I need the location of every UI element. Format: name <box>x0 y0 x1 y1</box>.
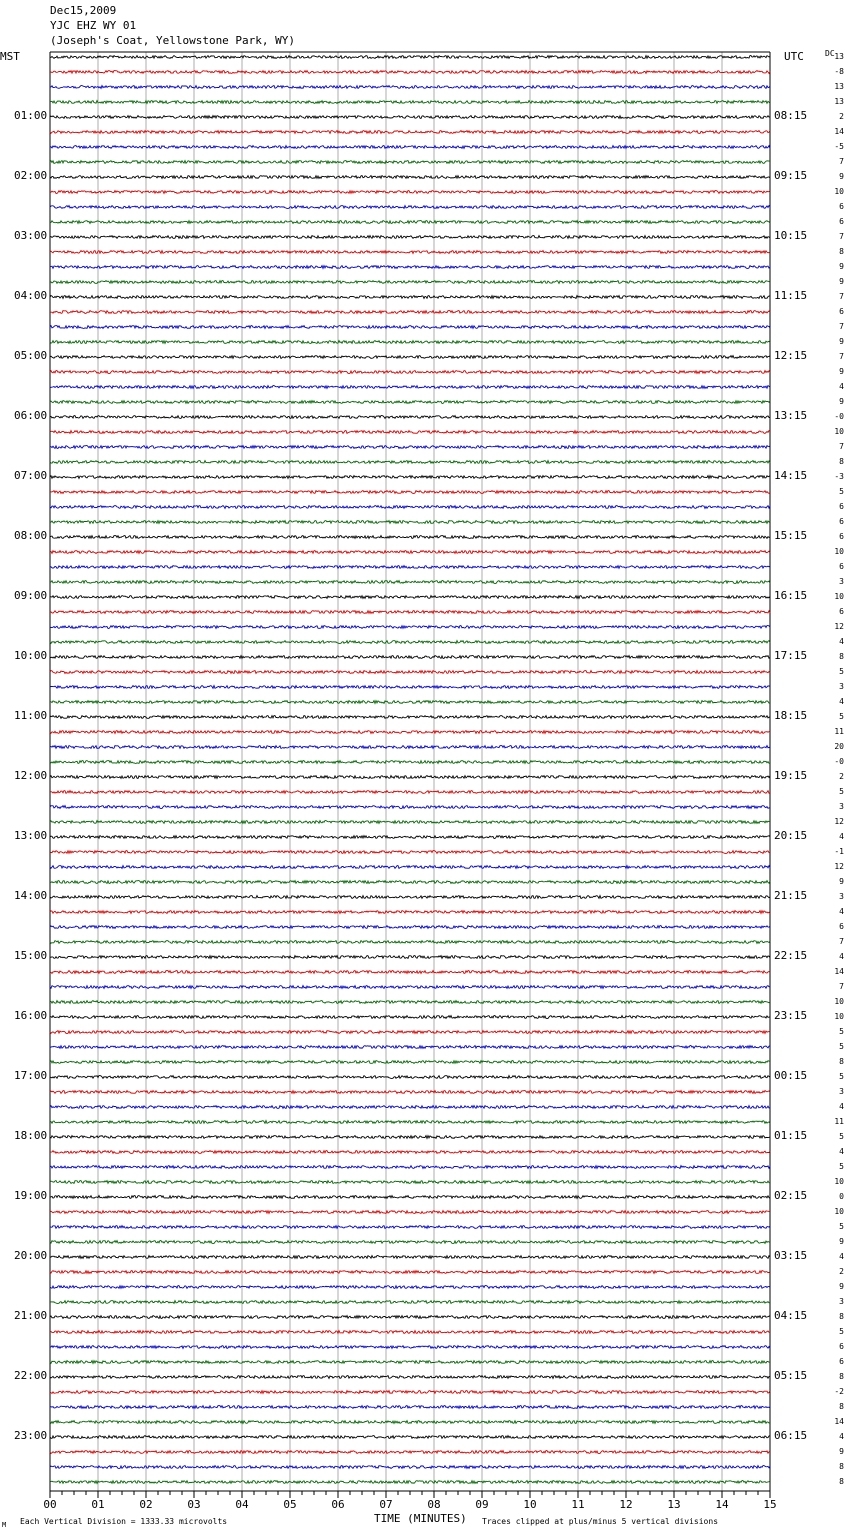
utc-hour-label: 06:15 <box>774 1429 808 1442</box>
dc-offset-value: 2 <box>839 772 844 781</box>
seismic-trace <box>50 761 770 764</box>
dc-offset-value: 6 <box>839 502 844 511</box>
seismic-trace <box>50 536 770 539</box>
utc-hour-label: 23:15 <box>774 1009 808 1022</box>
seismic-trace <box>50 1256 770 1259</box>
dc-offset-value: 12 <box>834 817 844 826</box>
seismic-trace <box>50 1181 770 1184</box>
dc-offset-value: 7 <box>839 157 844 166</box>
seismic-trace <box>50 1406 770 1409</box>
utc-hour-label: 18:15 <box>774 709 808 722</box>
seismic-trace <box>50 266 770 269</box>
dc-offset-value: 7 <box>839 982 844 991</box>
mst-hour-label: 22:00 <box>14 1369 48 1382</box>
seismic-trace <box>50 1166 770 1169</box>
mst-hour-label: 09:00 <box>14 589 48 602</box>
time-axis <box>43 1491 776 1511</box>
seismic-trace <box>50 401 770 404</box>
seismic-trace <box>50 506 770 509</box>
seismic-trace <box>50 491 770 494</box>
seismic-trace <box>50 1271 770 1274</box>
dc-offset-value: 4 <box>839 637 844 646</box>
seismic-trace <box>50 1061 770 1064</box>
mst-hour-label: 15:00 <box>14 949 48 962</box>
utc-hour-label: 17:15 <box>774 649 808 662</box>
seismic-trace <box>50 1361 770 1364</box>
dc-offset-value: 5 <box>839 1042 844 1051</box>
utc-hour-label: 08:15 <box>774 109 808 122</box>
seismic-trace <box>50 641 770 644</box>
seismic-trace <box>50 1481 770 1484</box>
utc-hour-label: 09:15 <box>774 169 808 182</box>
utc-hour-label: 01:15 <box>774 1129 808 1142</box>
seismic-trace <box>50 56 770 59</box>
dc-label: DC <box>825 49 835 58</box>
seismic-trace <box>50 926 770 929</box>
dc-offset-value: 7 <box>839 442 844 451</box>
dc-offset-value: 4 <box>839 832 844 841</box>
header-station: YJC EHZ WY 01 <box>50 19 137 32</box>
dc-offset-value: 8 <box>839 1402 844 1411</box>
seismic-trace <box>50 386 770 389</box>
seismic-trace <box>50 251 770 254</box>
utc-hour-label: 11:15 <box>774 289 808 302</box>
seismic-trace <box>50 701 770 704</box>
dc-offset-value: 9 <box>839 172 844 181</box>
dc-offset-value: 6 <box>839 217 844 226</box>
dc-offset-value: 14 <box>834 127 844 136</box>
mst-hour-label: 21:00 <box>14 1309 48 1322</box>
seismic-trace <box>50 476 770 479</box>
utc-hour-label: 00:15 <box>774 1069 808 1082</box>
seismic-trace <box>50 1466 770 1469</box>
seismic-trace <box>50 281 770 284</box>
seismic-trace <box>50 416 770 419</box>
dc-offset-value: 11 <box>834 1117 844 1126</box>
mst-hour-label: 11:00 <box>14 709 48 722</box>
x-tick-label: 10 <box>523 1498 537 1511</box>
dc-offset-value: 9 <box>839 367 844 376</box>
x-tick-label: 08 <box>427 1498 441 1511</box>
seismic-trace <box>50 521 770 524</box>
seismic-trace <box>50 221 770 224</box>
dc-offset-value: 9 <box>839 877 844 886</box>
dc-offset-value: 6 <box>839 1342 844 1351</box>
seismic-trace <box>50 1046 770 1049</box>
utc-hour-label: 16:15 <box>774 589 808 602</box>
dc-offset-value: 6 <box>839 922 844 931</box>
dc-offset-value: 4 <box>839 1147 844 1156</box>
seismic-trace <box>50 101 770 104</box>
seismic-trace <box>50 176 770 179</box>
dc-offset-value: 7 <box>839 937 844 946</box>
seismic-trace <box>50 1091 770 1094</box>
seismic-trace <box>50 1421 770 1424</box>
utc-axis-label: UTC <box>784 50 804 63</box>
mst-hour-label: 19:00 <box>14 1189 48 1202</box>
x-tick-label: 14 <box>715 1498 729 1511</box>
dc-offset-value: 0 <box>839 1192 844 1201</box>
seismic-trace <box>50 1241 770 1244</box>
utc-hour-label: 05:15 <box>774 1369 808 1382</box>
dc-offset-value: 9 <box>839 397 844 406</box>
dc-offset-value: 8 <box>839 1462 844 1471</box>
dc-offset-value: 3 <box>839 1297 844 1306</box>
mst-hour-label: 12:00 <box>14 769 48 782</box>
utc-hour-label: 15:15 <box>774 529 808 542</box>
seismic-trace <box>50 1391 770 1394</box>
dc-offset-value: 9 <box>839 1282 844 1291</box>
seismic-trace <box>50 836 770 839</box>
x-tick-label: 03 <box>187 1498 201 1511</box>
dc-offset-value: 11 <box>834 727 844 736</box>
dc-offset-value: 10 <box>834 187 844 196</box>
utc-hour-label: 13:15 <box>774 409 808 422</box>
x-axis-title: TIME (MINUTES) <box>374 1512 467 1525</box>
seismic-trace <box>50 551 770 554</box>
dc-offset-value: 5 <box>839 1162 844 1171</box>
dc-offset-value: 13 <box>834 82 844 91</box>
seismic-trace <box>50 941 770 944</box>
x-tick-label: 15 <box>763 1498 777 1511</box>
seismic-trace <box>50 191 770 194</box>
mst-hour-label: 13:00 <box>14 829 48 842</box>
dc-offset-value: 2 <box>839 1267 844 1276</box>
dc-offset-value: 8 <box>839 247 844 256</box>
dc-offset-value: 10 <box>834 997 844 1006</box>
dc-offset-value: 12 <box>834 622 844 631</box>
dc-offset-value: 10 <box>834 427 844 436</box>
dc-offset-value: -3 <box>834 472 844 481</box>
dc-offset-value: 6 <box>839 532 844 541</box>
utc-hour-label: 10:15 <box>774 229 808 242</box>
seismic-trace <box>50 161 770 164</box>
mst-hour-label: 03:00 <box>14 229 48 242</box>
dc-offset-value: 4 <box>839 697 844 706</box>
utc-hour-label: 03:15 <box>774 1249 808 1262</box>
mst-hour-label: 10:00 <box>14 649 48 662</box>
mst-hour-label: 16:00 <box>14 1009 48 1022</box>
dc-offset-value: -8 <box>834 67 844 76</box>
mst-hour-label: 06:00 <box>14 409 48 422</box>
seismic-trace <box>50 1211 770 1214</box>
dc-offset-value: 7 <box>839 352 844 361</box>
seismic-trace <box>50 866 770 869</box>
seismic-trace <box>50 1001 770 1004</box>
dc-offset-value: 8 <box>839 1312 844 1321</box>
x-tick-label: 11 <box>571 1498 585 1511</box>
seismic-trace <box>50 356 770 359</box>
utc-hour-label: 19:15 <box>774 769 808 782</box>
dc-offset-value: 5 <box>839 1222 844 1231</box>
dc-offset-value: 5 <box>839 1072 844 1081</box>
dc-offset-value: 8 <box>839 1372 844 1381</box>
seismic-trace <box>50 1436 770 1439</box>
clip-note: Traces clipped at plus/minus 5 vertical divisions <box>482 1517 719 1526</box>
seismic-trace <box>50 146 770 149</box>
utc-hour-label: 20:15 <box>774 829 808 842</box>
utc-hour-label: 02:15 <box>774 1189 808 1202</box>
dc-offset-value: 5 <box>839 712 844 721</box>
seismic-trace <box>50 566 770 569</box>
scale-note: Each Vertical Division = 1333.33 microvolts <box>20 1517 228 1526</box>
seismic-trace <box>50 1286 770 1289</box>
dc-offset-value: 5 <box>839 1132 844 1141</box>
dc-offset-value: 10 <box>834 1207 844 1216</box>
utc-hour-label: 14:15 <box>774 469 808 482</box>
seismic-trace <box>50 1136 770 1139</box>
x-tick-label: 13 <box>667 1498 681 1511</box>
dc-offset-value: 5 <box>839 1027 844 1036</box>
mst-hour-label: 23:00 <box>14 1429 48 1442</box>
seismic-trace <box>50 86 770 89</box>
x-tick-label: 09 <box>475 1498 489 1511</box>
seismic-trace <box>50 431 770 434</box>
mst-hour-label: 17:00 <box>14 1069 48 1082</box>
dc-offset-value: 6 <box>839 1357 844 1366</box>
mst-hour-label: 02:00 <box>14 169 48 182</box>
seismic-trace <box>50 1316 770 1319</box>
dc-offset-value: 6 <box>839 607 844 616</box>
seismic-trace <box>50 1346 770 1349</box>
seismic-trace <box>50 1121 770 1124</box>
seismic-trace <box>50 1016 770 1019</box>
seismic-trace <box>50 806 770 809</box>
seismic-trace <box>50 731 770 734</box>
mst-hour-label: 20:00 <box>14 1249 48 1262</box>
seismic-trace <box>50 596 770 599</box>
seismic-trace <box>50 581 770 584</box>
utc-hour-label: 04:15 <box>774 1309 808 1322</box>
x-tick-label: 06 <box>331 1498 345 1511</box>
utc-hour-label: 12:15 <box>774 349 808 362</box>
dc-offset-value: 9 <box>839 337 844 346</box>
dc-offset-value: 3 <box>839 577 844 586</box>
dc-offset-value: 3 <box>839 1087 844 1096</box>
dc-offset-value: 6 <box>839 517 844 526</box>
dc-offset-value: 6 <box>839 202 844 211</box>
dc-offset-value: 2 <box>839 112 844 121</box>
dc-offset-value: 7 <box>839 322 844 331</box>
dc-offset-value: 4 <box>839 1432 844 1441</box>
seismic-trace <box>50 371 770 374</box>
dc-offset-value: 6 <box>839 562 844 571</box>
dc-offset-value: 14 <box>834 967 844 976</box>
dc-offset-value: 4 <box>839 1102 844 1111</box>
dc-offset-value: 6 <box>839 307 844 316</box>
mst-hour-label: 04:00 <box>14 289 48 302</box>
seismic-trace <box>50 446 770 449</box>
header-location: (Joseph's Coat, Yellowstone Park, WY) <box>50 34 296 47</box>
seismic-trace <box>50 656 770 659</box>
seismic-trace <box>50 686 770 689</box>
seismic-trace <box>50 1451 770 1454</box>
dc-offset-value: 14 <box>834 1417 844 1426</box>
x-tick-label: 04 <box>235 1498 249 1511</box>
seismic-trace <box>50 896 770 899</box>
seismic-trace <box>50 341 770 344</box>
dc-offset-value: 9 <box>839 1447 844 1456</box>
dc-offset-value: 9 <box>839 277 844 286</box>
seismic-trace <box>50 1196 770 1199</box>
seismic-trace <box>50 206 770 209</box>
seismic-trace <box>50 1106 770 1109</box>
seismic-trace <box>50 911 770 914</box>
dc-offset-value: 8 <box>839 1057 844 1066</box>
seismic-trace <box>50 296 770 299</box>
seismic-trace <box>50 1331 770 1334</box>
seismic-trace <box>50 776 770 779</box>
dc-offset-value: 4 <box>839 382 844 391</box>
dc-offset-value: 8 <box>839 652 844 661</box>
seismic-trace <box>50 1301 770 1304</box>
dc-offset-value: 4 <box>839 907 844 916</box>
seismic-trace <box>50 1151 770 1154</box>
seismic-trace <box>50 791 770 794</box>
seismic-trace <box>50 971 770 974</box>
dc-offset-value: 12 <box>834 862 844 871</box>
seismic-trace <box>50 1031 770 1034</box>
dc-offset-value: 8 <box>839 1477 844 1486</box>
dc-offset-value: 13 <box>834 52 844 61</box>
seismic-trace <box>50 671 770 674</box>
seismic-trace <box>50 461 770 464</box>
mst-hour-label: 07:00 <box>14 469 48 482</box>
dc-offset-value: 5 <box>839 787 844 796</box>
dc-offset-value: 20 <box>834 742 844 751</box>
seismic-trace <box>50 956 770 959</box>
mst-axis-label: MST <box>0 50 20 63</box>
dc-offset-value: -0 <box>834 757 844 766</box>
seismic-trace <box>50 71 770 74</box>
corner-mark: M <box>2 1521 7 1529</box>
dc-offset-value: 10 <box>834 547 844 556</box>
x-tick-label: 01 <box>91 1498 105 1511</box>
seismic-trace <box>50 311 770 314</box>
dc-offset-value: 3 <box>839 802 844 811</box>
x-tick-label: 12 <box>619 1498 633 1511</box>
dc-offset-value: 7 <box>839 292 844 301</box>
dc-offset-value: 9 <box>839 262 844 271</box>
seismic-trace <box>50 851 770 854</box>
dc-offset-value: 5 <box>839 1327 844 1336</box>
dc-offset-value: -1 <box>834 847 844 856</box>
dc-offset-value: 7 <box>839 232 844 241</box>
utc-hour-label: 22:15 <box>774 949 808 962</box>
dc-offset-value: 5 <box>839 487 844 496</box>
dc-offset-value: 5 <box>839 667 844 676</box>
utc-hour-label: 21:15 <box>774 889 808 902</box>
mst-hour-label: 14:00 <box>14 889 48 902</box>
seismic-trace <box>50 821 770 824</box>
seismic-trace <box>50 986 770 989</box>
mst-hour-label: 08:00 <box>14 529 48 542</box>
trace-group <box>50 56 770 1484</box>
seismic-trace <box>50 626 770 629</box>
seismic-trace <box>50 746 770 749</box>
seismic-trace <box>50 1076 770 1079</box>
dc-offset-value: 4 <box>839 1252 844 1261</box>
x-tick-label: 05 <box>283 1498 297 1511</box>
seismic-trace <box>50 116 770 119</box>
seismic-trace <box>50 611 770 614</box>
dc-offset-value: 3 <box>839 682 844 691</box>
dc-offset-value: -0 <box>834 412 844 421</box>
header-date: Dec15,2009 <box>50 4 117 17</box>
dc-offset-value: -2 <box>834 1387 844 1396</box>
dc-offset-value: 4 <box>839 952 844 961</box>
seismic-trace <box>50 1376 770 1379</box>
dc-offset-value: 3 <box>839 892 844 901</box>
mst-hour-label: 01:00 <box>14 109 48 122</box>
seismic-trace <box>50 326 770 329</box>
dc-offset-value: -5 <box>834 142 844 151</box>
seismic-trace <box>50 236 770 239</box>
dc-offset-value: 8 <box>839 457 844 466</box>
seismic-trace <box>50 131 770 134</box>
mst-hour-label: 05:00 <box>14 349 48 362</box>
dc-offset-value: 10 <box>834 1012 844 1021</box>
x-tick-label: 02 <box>139 1498 153 1511</box>
seismic-trace <box>50 716 770 719</box>
dc-offset-value: 10 <box>834 592 844 601</box>
x-tick-label: 00 <box>43 1498 57 1511</box>
seismic-trace <box>50 881 770 884</box>
dc-offset-value: 9 <box>839 1237 844 1246</box>
x-tick-label: 07 <box>379 1498 393 1511</box>
dc-offset-value: 10 <box>834 1177 844 1186</box>
dc-offset-value: 13 <box>834 97 844 106</box>
mst-hour-label: 18:00 <box>14 1129 48 1142</box>
seismic-trace <box>50 1226 770 1229</box>
